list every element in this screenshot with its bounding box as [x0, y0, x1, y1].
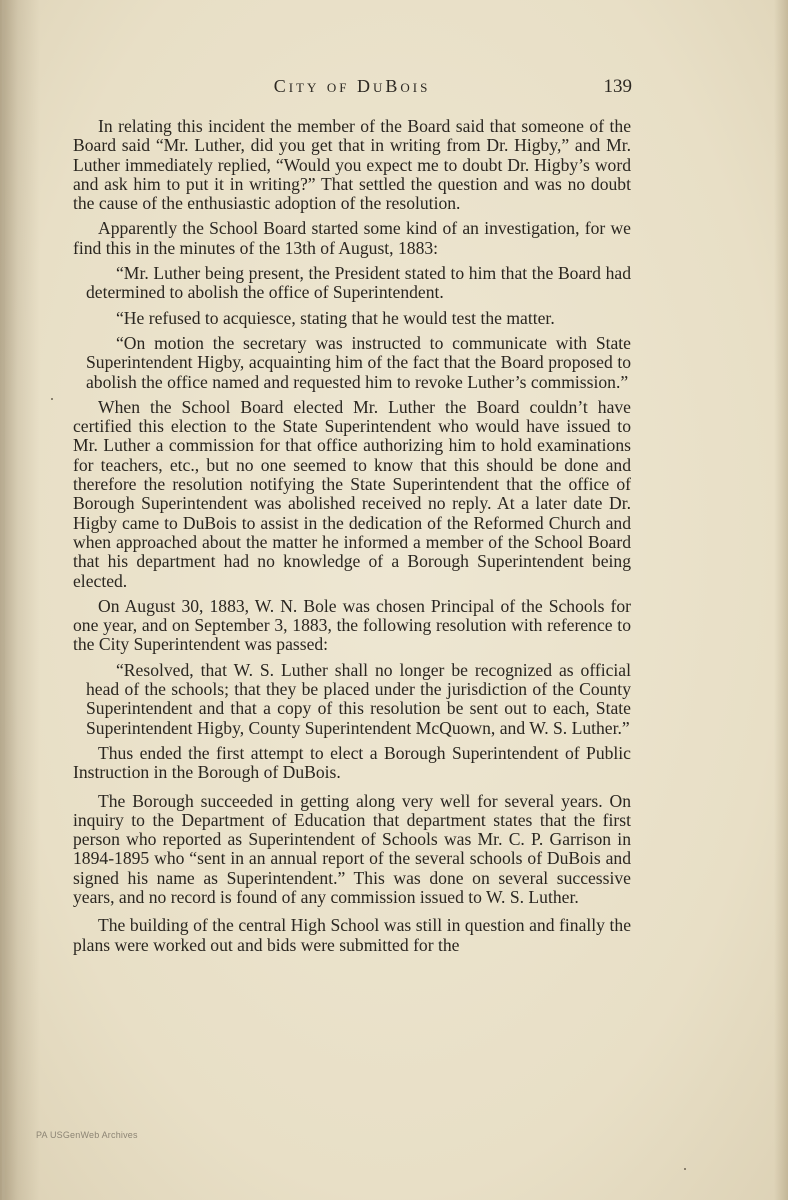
- paragraph: Apparently the School Board started some kind of an investigation, for we find this in the minutes of the 13th of August, 1883:: [73, 218, 631, 258]
- paper-speck: [51, 398, 53, 400]
- page-number: 139: [603, 76, 632, 97]
- paragraph: On August 30, 1883, W. N. Bole was chosen Principal of the Schools for one year, and on September 3, 1883, the following resolution with reference to the City Superintendent was passed:: [73, 595, 631, 655]
- block-quote: “Resolved, that W. S. Luther shall no longer be recognized as official head of the schools; that they be placed under the jurisdiction of the County Superintendent and that a copy of this resolution be sent out to each, State Superintendent Higby, County Superintendent McQuown, and W. S. Luther.”: [86, 659, 631, 738]
- paragraph: The Borough succeeded in getting along very well for several years. On inquiry to the Department of Education that department states that the first person who reported as Superintendent of Schools was Mr. C. P. Garrison in 1894-1895 who “sent in an annual report of the several schools of DuBois and signed his name as Superintendent.” This was done on several successive years, and no record is found of any commission issued to W. S. Luther.: [73, 790, 631, 907]
- page-gutter-edge: [2, 0, 5, 1200]
- paper-speck: [684, 1168, 686, 1170]
- running-title: City of DuBois: [273, 76, 431, 96]
- running-header: [72, 76, 632, 102]
- paragraph: In relating this incident the member of the Board said that someone of the Board said “Mr. Luther, did you get that in writing from Dr. Higby,” and Mr. Luther immediately replied, “Would you expect me to doubt Dr. Higby’s word and ask him to put it in writing?” That settled the question and was no doubt the cause of the enthusiastic adoption of the resolution.: [73, 116, 631, 214]
- paragraph: Thus ended the first attempt to elect a Borough Superintendent of Public Instruction in the Borough of DuBois.: [73, 742, 631, 783]
- archive-watermark: PA USGenWeb Archives: [36, 1130, 138, 1140]
- block-quote: “Mr. Luther being present, the President stated to him that the Board had determined to abolish the office of Superintendent.: [86, 263, 631, 303]
- block-quote: “He refused to acquiesce, stating that he would test the matter.: [116, 307, 555, 328]
- body-text: [73, 117, 631, 961]
- paragraph: The building of the central High School was still in question and finally the plans were worked out and bids were submitted for the: [73, 915, 631, 955]
- paragraph: When the School Board elected Mr. Luther the Board couldn’t have certified this election to the State Superintendent who would have issued to Mr. Luther a commission for that office authorizing him to hold examinations for teachers, etc., but no one seemed to know that this should be done and therefore the resolution notifying the State Superintendent that the office of Borough Superintendent was abolished received no reply. At a later date Dr. Higby came to DuBois to assist in the dedication of the Reformed Church and when approached about the matter he informed a member of the School Board that his department had no knowledge of a Borough Superintendent being elected.: [73, 396, 631, 591]
- block-quote: “On motion the secretary was instructed to communicate with State Superintendent Higby, acquainting him of the fact that the Board proposed to abolish the office named and requested him to revoke Luther’s commission.”: [86, 332, 631, 392]
